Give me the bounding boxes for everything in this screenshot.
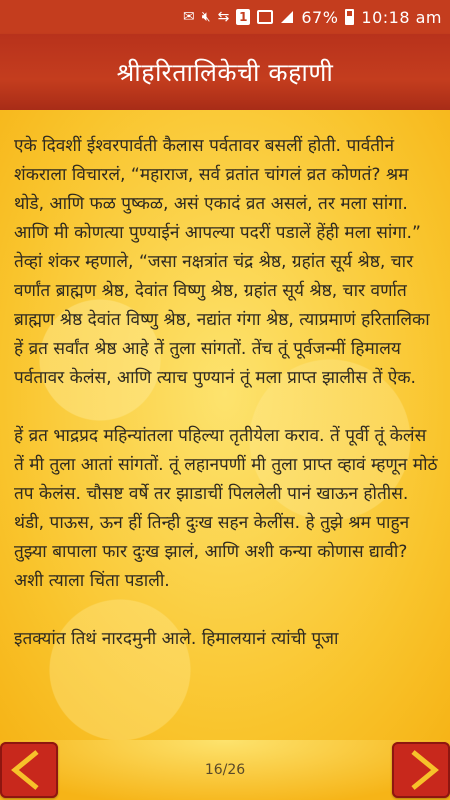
status-bar	[0, 0, 450, 34]
story-content[interactable]	[0, 110, 450, 740]
next-page-button[interactable]	[392, 742, 450, 798]
story-paragraph: इतक्यांत तिथं नारदमुनी आले. हिमालयानं त्यांची पूजा	[14, 629, 339, 649]
gallery-icon	[257, 10, 273, 24]
page-indicator: 16/26	[204, 762, 246, 778]
notification-badge: 1	[236, 9, 250, 25]
story-paragraph: एके दिवशीं ईश्वरपार्वती कैलास पर्वतावर बसलीं होती. पार्वतीनं शंकराला विचारलं, “महाराज, सर्व व्रतांत चांगलं व्रत कोणतं? श्रम थोडे, आणि फळ पुष्कळ, असं एकादं व्रत असलं, तर मला सांगा. आणि मी कोणत्या पुण्याईनं आपल्या पदरीं पडालें हेंही मला सांगा.” तेव्हां शंकर म्हणाले, “जसा नक्षत्रांत चंद्र श्रेष्ठ, ग्रहांत सूर्य श्रेष्ठ, चार वर्णांत ब्राह्मण श्रेष्ठ, देवांत विष्णु श्रेष्ठ, ग्रहांत सूर्य श्रेष्ठ, चार वर्णात ब्राह्मण श्रेष्ठ देवांत विष्णु श्रेष्ठ, नद्यांत गंगा श्रेष्ठ, त्याप्रमाणं हरितालिका हें व्रत सर्वांत श्रेष्ठ आहे तें तुला सांगतों. तेंच तूं पूर्वजन्मीं हिमालय पर्वतावर केलंस, आणि त्याच पुण्यानं तूं मला प्राप्त झालीस तें ऐक.	[14, 136, 430, 388]
signal-icon	[280, 10, 294, 24]
story-paragraph: हें व्रत भाद्रप्रद महिन्यांतला पहिल्या तृतीयेला कराव. तें पूर्वी तूं केलंस तें मी तुला आतां सांगतों. तूं लहानपणीं मी तुला प्राप्त व्हावं म्हणून मोठं तप केलंस. चौसष्ट वर्षे तर झाडाचीं पिललेली पानं खाऊन होतीस. थंडी, पाऊस, ऊन हीं तिन्ही दुःख सहन केलींस. हे तुझे श्रम पाहुन तुझ्या बापाला फार दुःख झालं, आणि अशी कन्या कोणास द्यावी? अशी त्याला चिंता पडाली.	[14, 426, 438, 591]
footer-nav	[0, 740, 450, 800]
mute-icon: 🔇︎	[201, 9, 211, 25]
clock: 10:18 am	[361, 7, 442, 27]
mail-icon: ✉	[183, 9, 195, 25]
chevron-right-icon	[399, 748, 443, 792]
battery-icon	[345, 9, 354, 25]
battery-percent: 67%	[301, 7, 339, 27]
data-transfer-icon: ⇆	[217, 9, 230, 25]
page-title: श्रीहरितालिकेची कहाणी	[116, 58, 334, 87]
app-header	[0, 34, 450, 110]
